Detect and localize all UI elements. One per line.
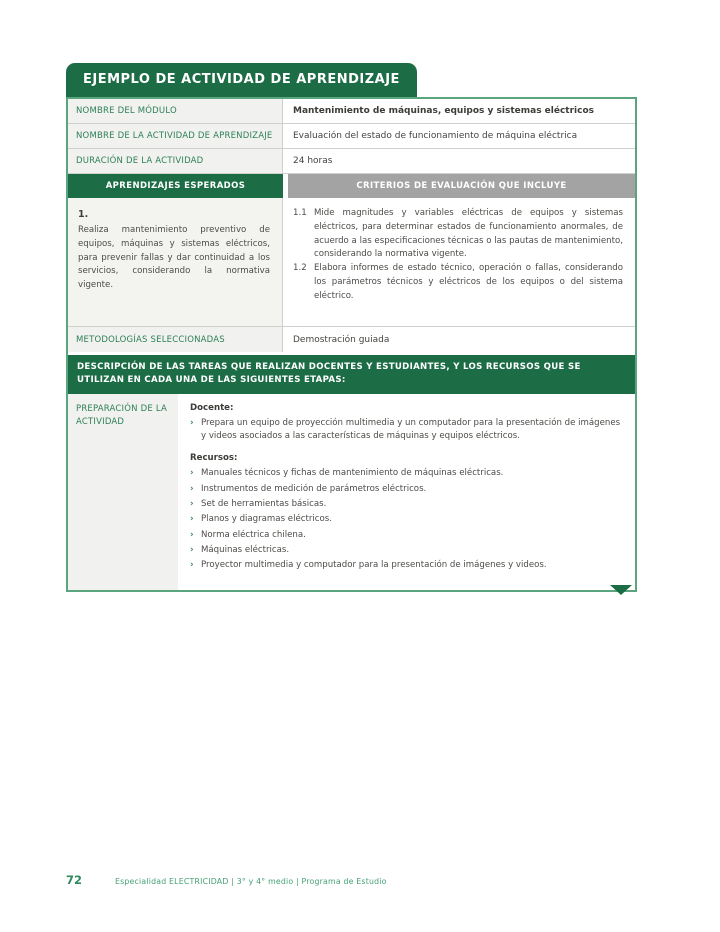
- activity-name-value: Evaluación del estado de funcionamiento de máquina eléctrica: [283, 124, 635, 148]
- criteria-text: Mide magnitudes y variables eléctricas de equipos y sistemas eléctricos, para determinar estados de funcionamiento anormales, de acuerdo a las especificaciones técnicas o las pautas de mantenimiento, considerando la normativa vigente.: [314, 208, 623, 260]
- bullet-icon: ›: [190, 468, 194, 479]
- continuation-arrow-icon: [610, 585, 632, 595]
- recurso-item-text: Norma eléctrica chilena.: [201, 529, 306, 540]
- list-item: [190, 529, 621, 542]
- criteria-number: 1.2: [293, 263, 307, 273]
- evaluation-criteria-cell: [283, 198, 635, 326]
- criteria-item: [293, 262, 623, 303]
- bullet-icon: ›: [190, 560, 194, 571]
- expected-learning-cell: [68, 198, 283, 326]
- list-item: [190, 417, 621, 444]
- bullet-icon: ›: [190, 529, 194, 540]
- recursos-heading: Recursos:: [190, 453, 238, 464]
- recurso-item-text: Manuales técnicos y fichas de mantenimiento de máquinas eléctricas.: [201, 468, 504, 479]
- criteria-number: 1.1: [293, 208, 307, 218]
- list-item: [190, 467, 621, 480]
- module-label: NOMBRE DEL MÓDULO: [68, 99, 283, 123]
- bullet-icon: ›: [190, 498, 194, 509]
- bullet-icon: ›: [190, 514, 194, 525]
- table-row-methodology: [68, 327, 635, 352]
- table-row-duration: [68, 149, 635, 174]
- bullet-icon: ›: [190, 483, 194, 494]
- docente-item-text: Prepara un equipo de proyección multimedia y un computador para la presentación de imágenes y videos asociados a las características de máquinas y equipos eléctricos.: [201, 417, 621, 441]
- list-item: [190, 559, 621, 572]
- module-value: Mantenimiento de máquinas, equipos y sistemas eléctricos: [283, 99, 635, 123]
- recurso-item-text: Proyector multimedia y computador para la presentación de imágenes y videos.: [201, 560, 547, 571]
- activity-document: [66, 63, 637, 592]
- learning-criteria-row: [68, 198, 635, 327]
- list-item: [190, 544, 621, 557]
- list-item: [190, 498, 621, 511]
- bullet-icon: ›: [190, 417, 194, 428]
- expected-learning-header: APRENDIZAJES ESPERADOS: [68, 174, 283, 198]
- recurso-item-text: Planos y diagramas eléctricos.: [201, 514, 332, 525]
- activity-table: [66, 97, 637, 592]
- footer-text: Especialidad ELECTRICIDAD | 3° y 4° medio | Programa de Estudio: [115, 877, 387, 886]
- preparation-content: [178, 394, 635, 590]
- bullet-icon: ›: [190, 544, 194, 555]
- list-item: [190, 483, 621, 496]
- column-headers-row: [68, 174, 635, 198]
- criteria-text: Elabora informes de estado técnico, operación o fallas, considerando los parámetros técnicos y eléctricos de los equipos o del sistema eléctrico.: [314, 263, 623, 301]
- table-row-activity-name: [68, 124, 635, 149]
- list-item: [190, 513, 621, 526]
- learning-text: Realiza mantenimiento preventivo de equipos, máquinas y sistemas eléctricos, para prevenir fallas y dar continuidad a los servicios, considerando la normativa vigente.: [78, 225, 270, 291]
- page-title: EJEMPLO DE ACTIVIDAD DE APRENDIZAJE: [66, 63, 417, 97]
- table-row-module: [68, 99, 635, 124]
- duration-label: DURACIÓN DE LA ACTIVIDAD: [68, 149, 283, 173]
- evaluation-criteria-header: CRITERIOS DE EVALUACIÓN QUE INCLUYE: [288, 174, 635, 198]
- duration-value: 24 horas: [283, 149, 635, 173]
- learning-number: 1.: [78, 209, 89, 220]
- recurso-item-text: Máquinas eléctricas.: [201, 544, 290, 555]
- activity-name-label: NOMBRE DE LA ACTIVIDAD DE APRENDIZAJE: [68, 124, 283, 148]
- methodology-value: Demostración guiada: [283, 327, 635, 352]
- recurso-item-text: Instrumentos de medición de parámetros eléctricos.: [201, 483, 427, 494]
- criteria-item: [293, 207, 623, 262]
- page-footer: [66, 873, 387, 887]
- methodology-label: METODOLOGÍAS SELECCIONADAS: [68, 327, 283, 352]
- preparation-label: PREPARACIÓN DE LA ACTIVIDAD: [68, 394, 178, 590]
- page-number: 72: [66, 873, 83, 887]
- tasks-description-banner: DESCRIPCIÓN DE LAS TAREAS QUE REALIZAN DOCENTES Y ESTUDIANTES, Y LOS RECURSOS QUE SE UTILIZAN EN CADA UNA DE LAS SIGUIENTES ETAPAS:: [68, 355, 635, 394]
- docente-heading: Docente:: [190, 402, 234, 413]
- table-row-preparation: [68, 394, 635, 590]
- recurso-item-text: Set de herramientas básicas.: [201, 498, 327, 509]
